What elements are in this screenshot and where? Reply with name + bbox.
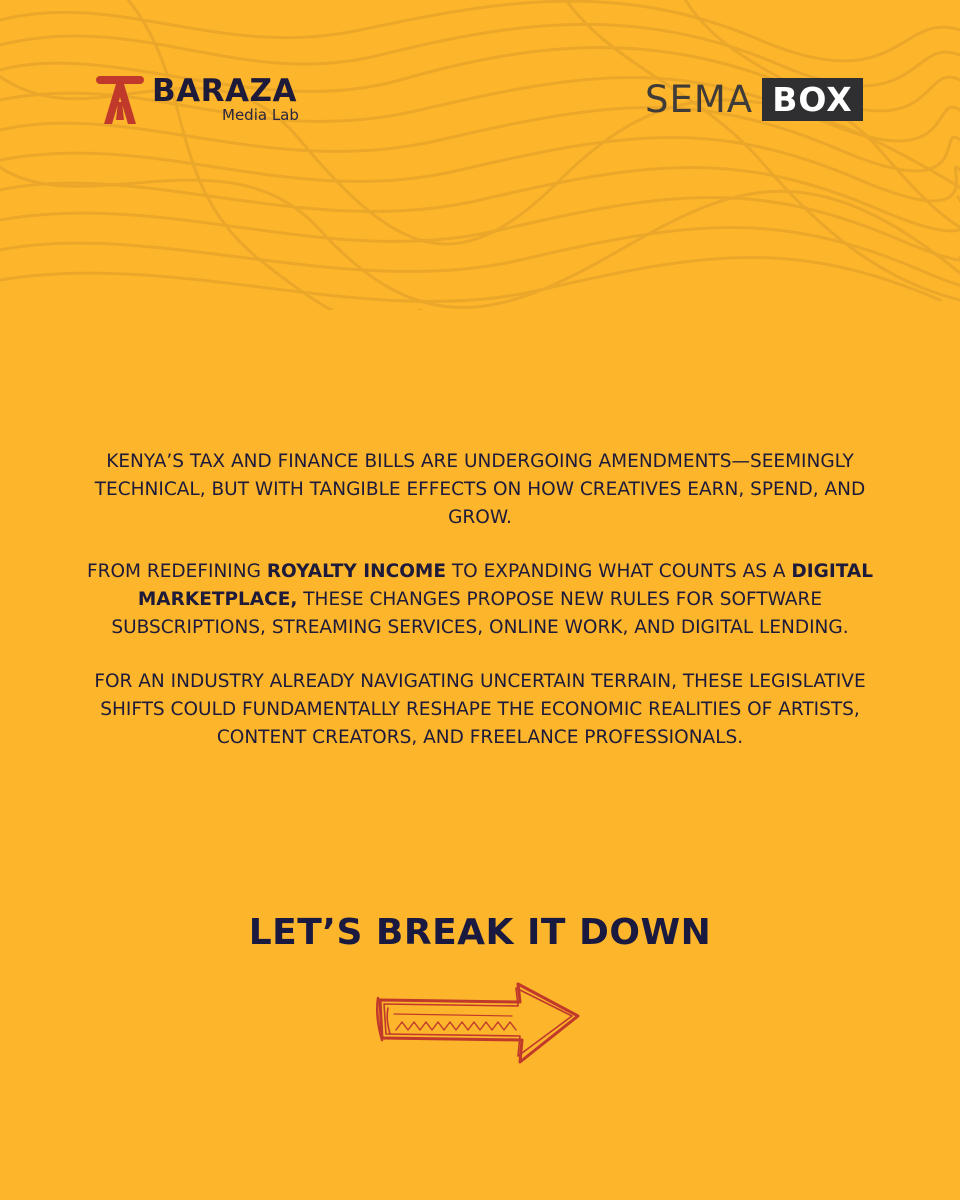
semabox-sema-text: SEMA bbox=[645, 78, 754, 121]
baraza-mark-icon bbox=[96, 74, 144, 126]
impact-paragraph: FOR AN INDUSTRY ALREADY NAVIGATING UNCERTAIN TERRAIN, THESE LEGISLATIVE SHIFTS COULD FUNDAMENTALLY RESHAPE THE ECONOMIC REALITIES OF ARTISTS, CONTENT CREATORS, AND FREELANCE PROFESSIONALS. bbox=[94, 671, 866, 748]
changes-text-1: FROM REDEFINING bbox=[86, 561, 267, 582]
royalty-income-highlight: ROYALTY INCOME bbox=[266, 561, 446, 582]
hand-drawn-arrow-right-icon bbox=[372, 978, 586, 1070]
intro-paragraph: KENYA’S TAX AND FINANCE BILLS ARE UNDERGOING AMENDMENTS—SEEMINGLY TECHNICAL, BUT WITH TANGIBLE EFFECTS ON HOW CREATIVES EARN, SPEND, AND GROW. bbox=[94, 451, 866, 528]
baraza-wordmark: BARAZA bbox=[152, 73, 297, 109]
wavy-line-pattern bbox=[0, 0, 960, 310]
semabox-box-badge: BOX bbox=[762, 78, 863, 121]
semabox-logo bbox=[645, 78, 865, 121]
break-it-down-heading: LET’S BREAK IT DOWN bbox=[248, 912, 712, 953]
changes-text-2: TO EXPANDING WHAT COUNTS AS A bbox=[445, 561, 792, 582]
baraza-media-lab-logo bbox=[96, 72, 326, 132]
baraza-subtitle: Media Lab bbox=[222, 106, 299, 124]
changes-text-3: THESE CHANGES PROPOSE NEW RULES FOR SOFTWARE SUBSCRIPTIONS, STREAMING SERVICES, ONLINE WORK, AND DIGITAL LENDING. bbox=[111, 589, 849, 638]
changes-paragraph bbox=[60, 558, 900, 642]
digital-marketplace-highlight: DIGITAL MARKETPLACE, bbox=[137, 561, 873, 610]
